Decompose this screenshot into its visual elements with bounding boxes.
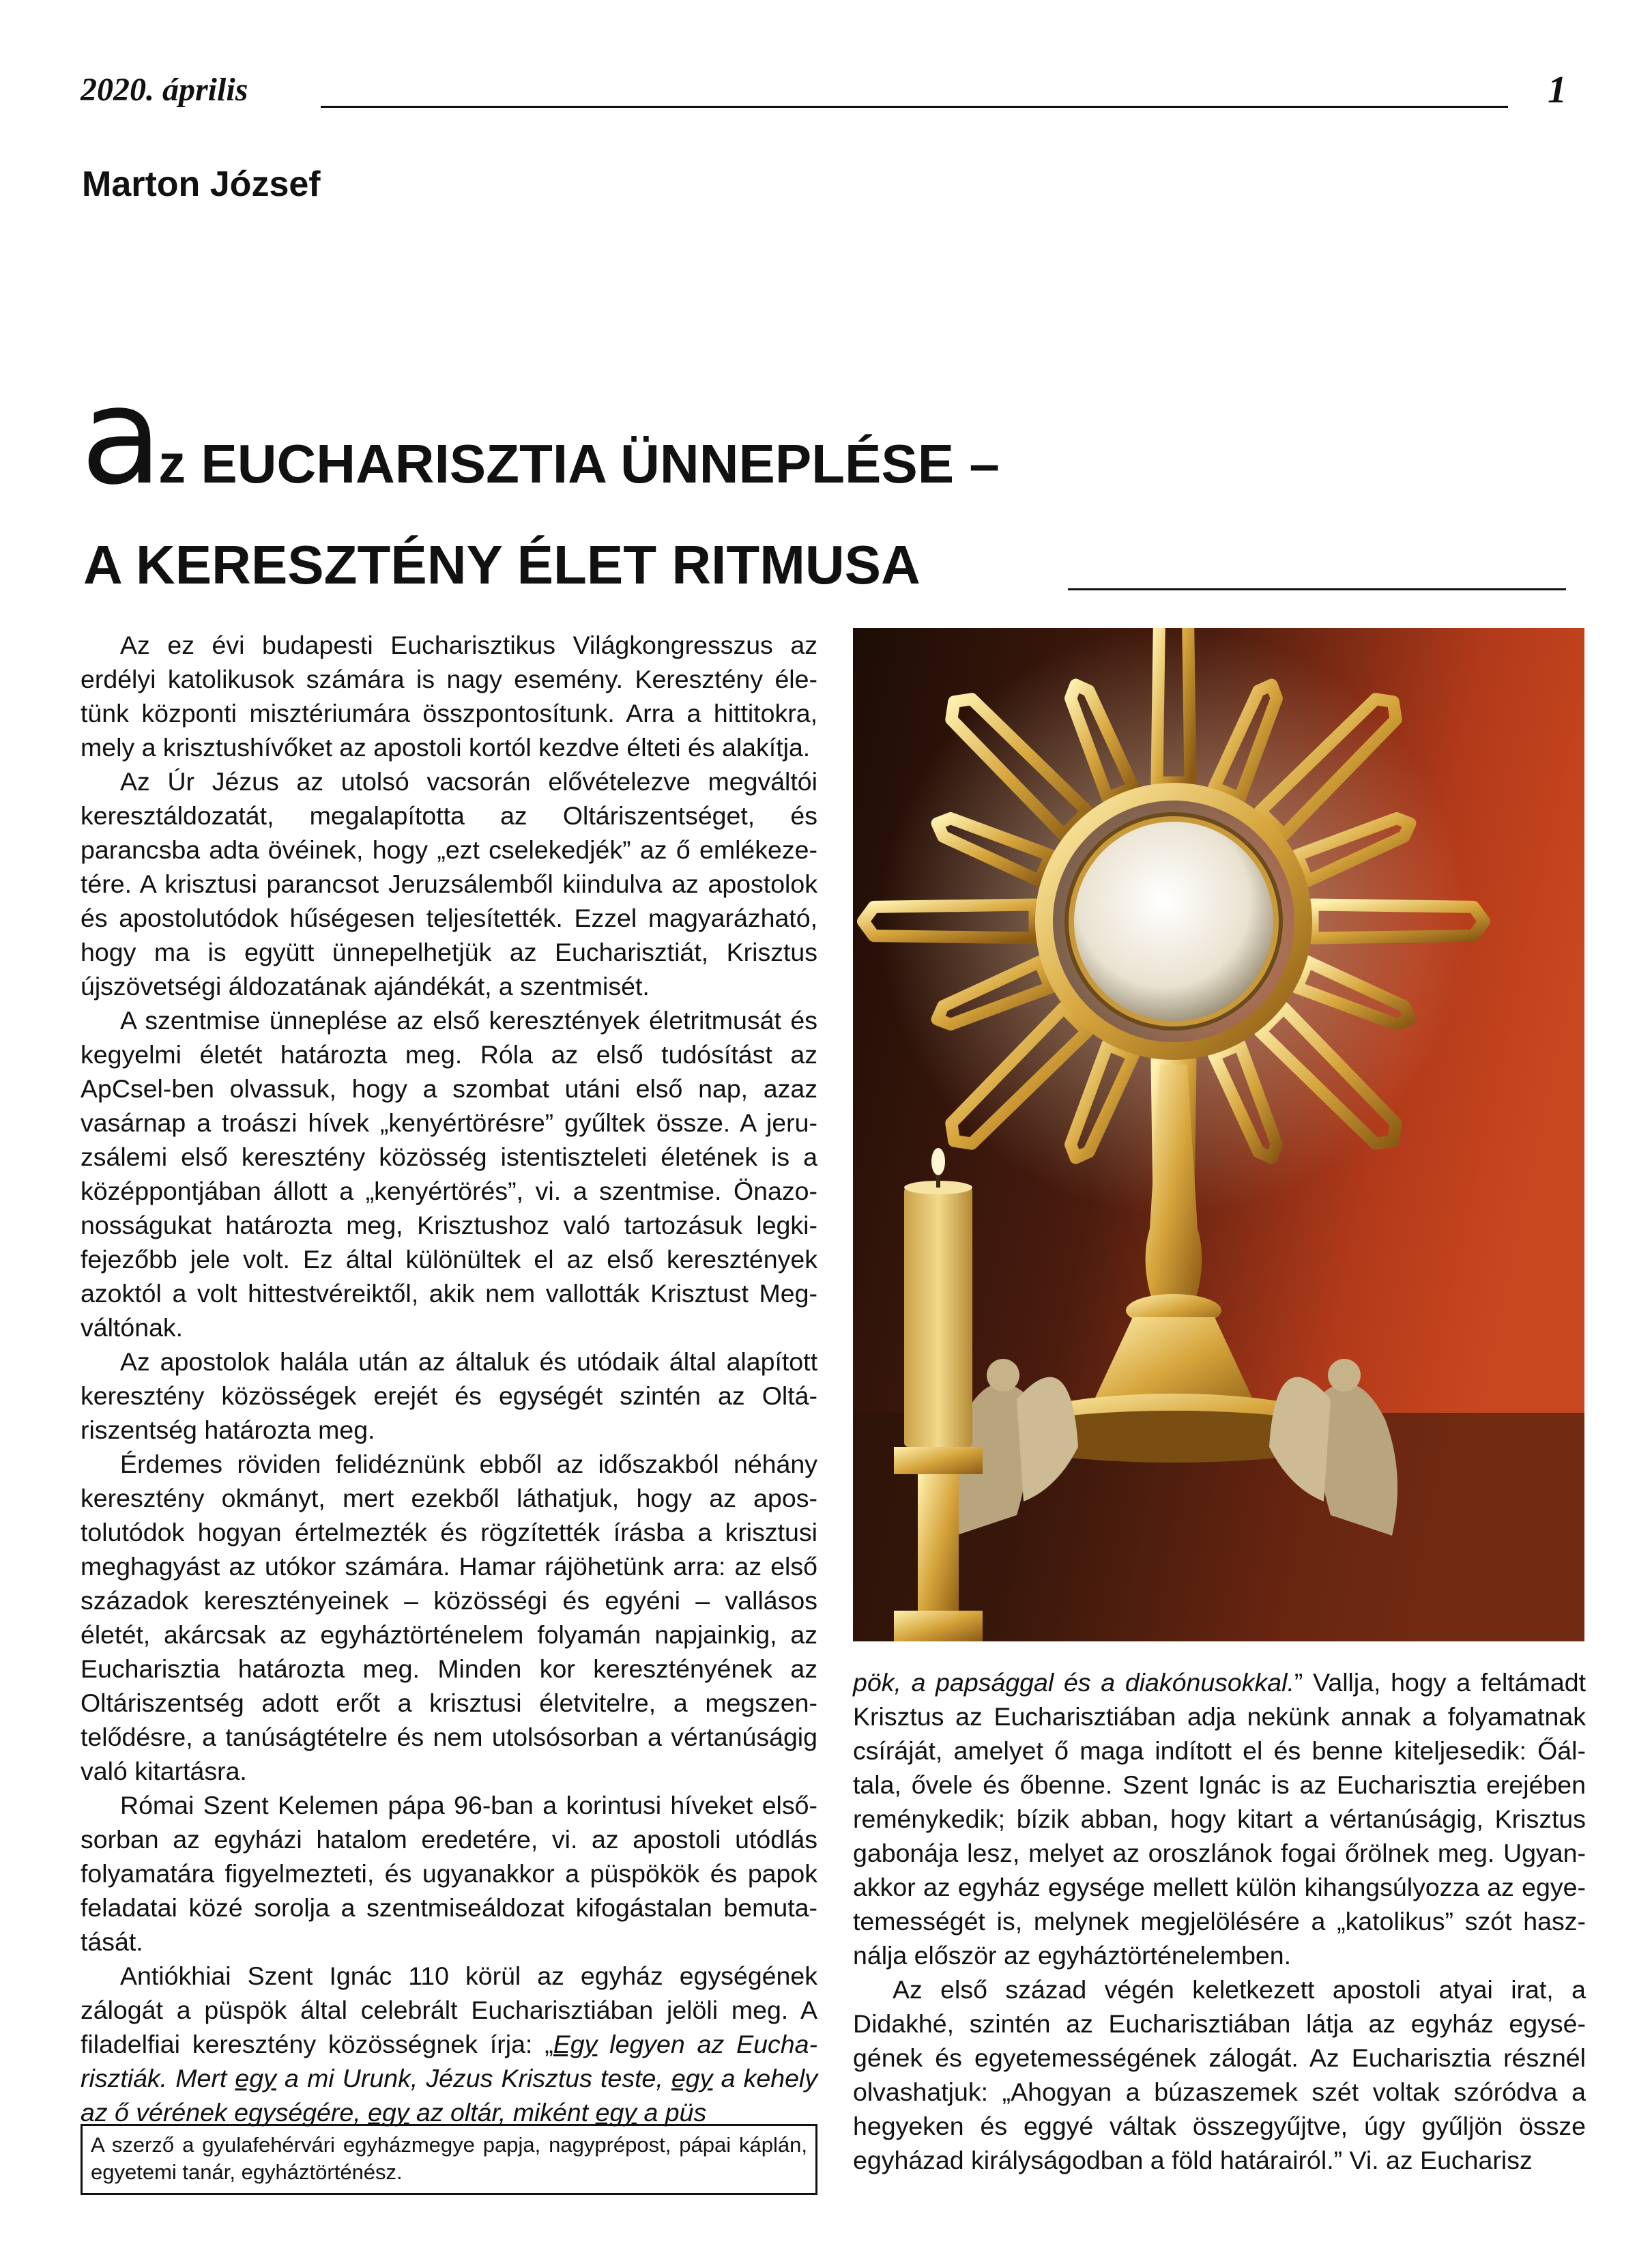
author-note: A szerző a gyulafehérvári egyházmegye papja, nagyprépost, pápai káplán, egyetemi tanár, egyháztörténész. xyxy=(81,2124,817,2195)
paragraph: Az ez évi budapesti Eucharisztikus Világkongresszus az erdélyi katolikusok számára is nagy esemény. Keresztény életünk központi misztériumára összpontosítunk. Arra a hittitokra, mely a krisztushívőket az apostoli kortól kezdve élteti és alakítja. xyxy=(81,631,817,762)
article-title-line2: A KERESZTÉNY ÉLET RITMUSA xyxy=(83,534,921,595)
header-rule xyxy=(321,106,1508,108)
quote-fragment: Egy xyxy=(553,2030,598,2058)
paragraph: Az első század végén keletkezett apostoli atyai irat, a Didakhé, szintén az Eucharisztiában látja az egyház egységének és egyetemességének zálogát. Az Eucharisztia résznél olvashatjuk: „Ahogyan a búzaszemek szét voltak szóródva a hegyeken és eggyé váltak összegyűjtve, úgy gyűljön össze egyházad királyságodban a föld határairól.” Vi. az Eucharisz xyxy=(853,1975,1586,2174)
quote-fragment: legyen az Eucharisztiák. Mert xyxy=(81,2030,817,2093)
quote-fragment: az oltár, miként xyxy=(409,2098,596,2127)
paragraph: Érdemes röviden felidéznünk ebből az időszakból néhány keresztény okmányt, mert ezekből láthatjuk, hogy az apostolutódok hogyan értelmezték és rögzítették írásba a krisztusi meghagyást az utókor számára. Hamar rájöhetünk arra: az első századok keresztényeinek – közösségi és egyéni – vallásos életét, akárcsak az egyháztörténelem folyamán napjainkig, az Eucharisztia határozta meg. Minden kor keresztényének az Oltáriszentség adott erőt a krisztusi életvitelre, a megszentelődésre, a tanúságtételre és nem utolsósorban a vértanúságig való kitartásra. xyxy=(81,1450,817,1785)
article-column-right xyxy=(853,1665,1586,2177)
paragraph: Az apostolok halála után az általuk és utódaik által alapított keresztény közösségek erejét és egységét szintén az Oltáriszentség határozta meg. xyxy=(81,1347,817,1444)
quote-fragment: egy xyxy=(368,2098,409,2127)
paragraph-ignac: Antiókhiai Szent Ignác 110 körül az egyház egységének zálogát a püspök által celebrált Eucharisztiában jelöli meg. A filadelfiai keresztény közösségnek írja: „Egy legyen az Eucharisztiák. Mert egy a mi Urunk, Jézus Krisztus teste, egy a kehely az ő vérének egységére, egy az oltár, miként egy a püs xyxy=(81,1961,818,2127)
article-column-left xyxy=(81,628,817,2129)
quote-fragment: pök, a papsággal és a diakónusokkal. xyxy=(853,1668,1294,1697)
paragraph: Római Szent Kelemen pápa 96-ban a korintusi híveket elsősorban az egyházi hatalom eredetére, vi. az apostoli utódlás folyamatára figyelmezteti, és ugyanakkor a püspökök és papok feladatai közé sorolja a szentmiseáldozat kifogástalan bemutatását. xyxy=(81,1791,817,1956)
paragraph: Az Úr Jézus az utolsó vacsorán elővételezve megváltói keresztáldozatát, megalapította az Oltáriszentséget, és parancsba adta övéinek, hogy „ezt cselekedjék” az ő emlékezetére. A krisztusi parancsot Jeruzsálemből kiindulva az apostolok és apostolutódok hűségesen teljesítették. Ezzel magyarázható, hogy ma is együtt ünnepelhetjük az Eucharisztiát, Krisztus újszövetségi áldozatának ajándékát, a szentmisét. xyxy=(81,767,817,1001)
article-author: Marton József xyxy=(82,164,321,204)
issue-date: 2020. április xyxy=(81,72,248,108)
article-title-line1 xyxy=(81,359,1000,515)
title-line1-text: z EUCHARISZTIA ÜNNEPLÉSE – xyxy=(158,433,1000,494)
quote-fragment: a kehely az ő vérének egységére, xyxy=(81,2064,818,2127)
page-number: 1 xyxy=(1548,69,1567,111)
quote-fragment: egy xyxy=(595,2098,637,2127)
quote-fragment: egy xyxy=(235,2064,276,2093)
title-rule xyxy=(1068,588,1566,590)
quote-fragment: a püs xyxy=(637,2098,707,2127)
quote-fragment: a mi Urunk, Jézus Krisztus teste, xyxy=(276,2064,671,2093)
paragraph: A szentmise ünneplése az első keresztények életritmusát és kegyelmi életét határozta meg. Róla az első tudósítást az ApCsel-ben olvassuk, hogy a szombat utáni első nap, azaz vasárnap a troászi hívek „kenyértörésre” gyűltek össze. A jeruzsálemi első keresztény közösség istentiszteleti életének is a középpontjában állott a „kenyértörés”, vi. a szentmise. Önazonosságukat határozta meg, Krisztushoz való tartozásuk legkifejezőbb jele volt. Ez által különültek el az első keresztények azoktól a volt hittestvéreiktől, akik nem vallották Krisztust Megváltónak. xyxy=(81,1006,817,1342)
monstrance-photo xyxy=(853,628,1584,1641)
paragraph-ignac-continued: pök, a papsággal és a diakónusokkal.” Vallja, hogy a feltámadt Krisztus az Eucharisztiában adja nekünk annak a folyamatnak csíráját, amelyet ő maga indított el és benne kiteljesedik: Őáltala, ővele és őbenne. Szent Ignác is az Eucharisztia erejében reménykedik; bízik abban, hogy kitart a vértanúságig, Krisztus gabonája lesz, melyet az oroszlánok fogai őrölnek meg. Ugyanakkor az egyház egysége mellett külön kihangsúlyozza az egyetemességét is, melynek megjelölésére a „katolikus” szót használja először az egyháztörténelemben. xyxy=(853,1668,1586,1970)
title-initial: a xyxy=(81,359,159,515)
quote-fragment: egy xyxy=(671,2064,713,2093)
